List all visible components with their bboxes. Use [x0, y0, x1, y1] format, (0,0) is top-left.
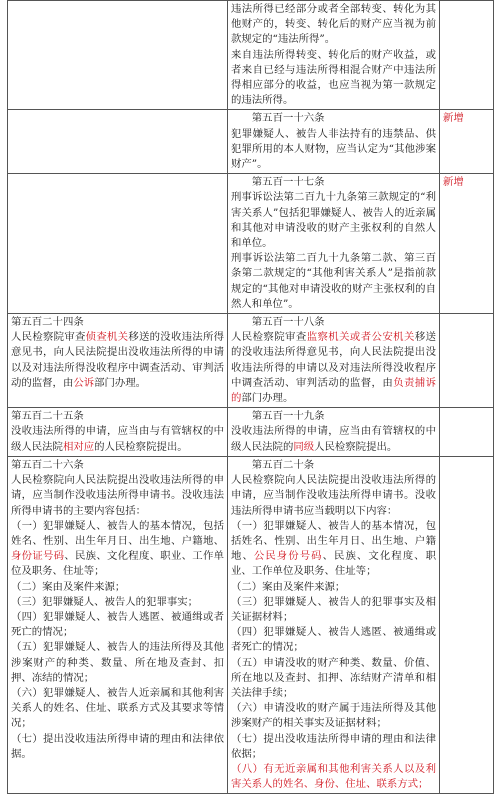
text-segment: （二）案由及案件来源； — [11, 580, 126, 593]
new-provision-cell — [228, 314, 440, 408]
paragraph — [231, 656, 436, 702]
paragraph — [11, 580, 224, 595]
changed-text: （八）有无近亲属和其他利害关系人以及利害关系人的姓名、身份、住址、联系方式； — [231, 762, 436, 791]
paragraph — [11, 686, 224, 732]
article-heading — [11, 315, 224, 330]
paragraph — [11, 595, 224, 610]
text-segment: 人民检察院审查 — [11, 331, 86, 344]
paragraph — [231, 473, 436, 519]
paragraph — [11, 424, 224, 454]
text-segment: 刑事诉讼法第二百九十九条第三款规定的“利害关系人”包括犯罪嫌疑人、被告人的近亲属和其他对申请没收的财产主张权利的自然人和单位。 — [231, 191, 436, 250]
old-provision-cell — [8, 174, 228, 314]
table-body — [8, 1, 494, 794]
paragraph — [231, 519, 436, 580]
text-segment: （一）犯罪嫌疑人、被告人的基本情况，包括姓名、性别、出生年月日、出生地、户籍地、 — [11, 519, 224, 547]
text-segment: （一）犯罪嫌疑人、被告人的基本情况，包括姓名、性别、出生年月日、出生地、户籍地、 — [231, 519, 436, 563]
old-provision-cell — [8, 110, 228, 174]
note-cell — [440, 110, 494, 174]
article-heading — [231, 175, 436, 190]
table-row — [8, 408, 494, 457]
paragraph — [231, 48, 436, 109]
paragraph — [231, 625, 436, 655]
table-row — [8, 110, 494, 174]
paragraph — [11, 640, 224, 686]
article-heading — [231, 458, 436, 473]
article-heading — [231, 315, 436, 330]
article-heading — [11, 458, 224, 473]
changed-text: 相对应 — [62, 440, 95, 453]
text-segment: 人民检察院向人民法院提出没收违法所得的申请，应当制作没收违法所得申请书。没收违法所得申请书应当载明以下内容： — [231, 474, 436, 517]
text-segment: （七）提出没收违法所得申请的理由和法律依据。 — [11, 732, 224, 760]
text-segment: （四）犯罪嫌疑人、被告人逃匿、被通缉或者死亡的情况； — [231, 626, 436, 654]
text-segment: 刑事诉讼法第二百九十九条第二款、第三百条第二款规定的“其他利害关系人”是指前款规定的“其他对申请没收的财产主张权利的自然人和单位”。 — [231, 252, 436, 310]
text-segment: 第五百二十四条 — [11, 316, 84, 329]
text-segment: （六）犯罪嫌疑人、被告人近亲属和其他利害关系人的姓名、住址、联系方式及其要求等情况； — [11, 686, 224, 730]
text-segment: 的人民检察院提出。 — [94, 440, 188, 453]
paragraph — [231, 595, 436, 625]
new-provision-cell — [228, 456, 440, 793]
paragraph — [11, 473, 224, 519]
change-note: 新增 — [443, 176, 464, 189]
note-cell — [440, 174, 494, 314]
text-segment: 来自违法所得转变、转化后的财产收益，或者来自已经与违法所得相混合财产中违法所得相应部分的收益，也应当视为第一款规定的违法所得。 — [231, 48, 436, 107]
text-segment: 第五百一十八条 — [251, 316, 325, 329]
changed-text: 公民身份号码 — [253, 550, 323, 563]
text-segment: （五）申请没收的财产种类、数量、价值、所在地以及查封、扣押、冻结财产清单和相关法律手续； — [231, 656, 436, 699]
text-segment: 、民族、文化程度、职业、工作单位及职务、住址等； — [231, 550, 437, 578]
paragraph — [231, 2, 436, 48]
paragraph — [231, 762, 436, 792]
text-segment: 第五百二十条 — [251, 458, 315, 471]
changed-text: 公诉 — [73, 376, 95, 389]
text-segment: 犯罪嫌疑人、被告人非法持有的违禁品、供犯罪所用的本人财物，应当认定为“其他涉案财产”。 — [231, 127, 436, 171]
new-provision-cell — [228, 174, 440, 314]
new-provision-cell — [228, 110, 440, 174]
new-provision-cell — [228, 1, 440, 110]
text-segment: （三）犯罪嫌疑人、被告人的犯罪事实及相关证据材料； — [231, 595, 436, 623]
table-row — [8, 314, 494, 408]
old-provision-cell — [8, 408, 228, 457]
table-row — [8, 1, 494, 110]
text-segment: （五）犯罪嫌疑人、被告人的违法所得及其他涉案财产的种类、数量、所在地及查封、扣押、冻结的情况； — [11, 641, 224, 684]
text-segment: 部门办理。 — [94, 376, 147, 389]
text-segment: 、民族、文化程度、职业、工作单位及职务、住址等； — [11, 550, 225, 578]
note-cell — [440, 1, 494, 110]
article-heading — [11, 409, 224, 424]
table-row — [8, 456, 494, 793]
paragraph — [231, 251, 436, 312]
note-cell — [440, 456, 494, 793]
text-segment: （三）犯罪嫌疑人、被告人的犯罪事实； — [11, 595, 199, 608]
text-segment: 移送的没收违法所得意见书，向人民法院提出没收违法所得的申请以及对违法所得没收程序中调查活动、审判活动的监督，由 — [11, 331, 225, 389]
old-provision-cell — [8, 1, 228, 110]
article-heading — [231, 111, 436, 126]
changed-text: 负责捕诉的 — [231, 376, 437, 405]
text-segment: 第五百二十五条 — [11, 410, 84, 423]
change-note: 新增 — [443, 112, 464, 125]
new-provision-cell — [228, 408, 440, 457]
table-row — [8, 174, 494, 314]
paragraph — [11, 519, 224, 580]
text-segment: 部门办理。 — [241, 392, 294, 405]
paragraph — [231, 732, 436, 762]
old-provision-cell — [8, 456, 228, 793]
text-segment: 移送的没收违法所得意见书，向人民法院提出没收违法所得的申请以及对违法所得没收程序中调查活动、审判活动的监督，由 — [231, 331, 437, 389]
paragraph — [11, 732, 224, 762]
changed-text: 侦查机关 — [85, 331, 129, 344]
paragraph — [231, 127, 436, 173]
changed-text: 身份证号码 — [11, 550, 65, 563]
old-provision-cell — [8, 314, 228, 408]
paragraph — [11, 610, 224, 640]
paragraph — [231, 330, 436, 406]
note-cell — [440, 314, 494, 408]
text-segment: （六）申请没收的财产属于违法所得及其他涉案财产的相关事实及证据材料； — [231, 702, 436, 730]
article-heading — [231, 409, 436, 424]
paragraph — [231, 580, 436, 595]
paragraph — [231, 424, 436, 454]
changed-text: 同级 — [293, 440, 315, 453]
text-segment: 违法所得已经部分或者全部转变、转化为其他财产的，转变、转化后的财产应当视为前款规定的“违法所得”。 — [231, 3, 436, 46]
text-segment: （四）犯罪嫌疑人、被告人逃匿、被通缉或者死亡的情况； — [11, 610, 224, 639]
text-segment: （七）提出没收违法所得申请的理由和法律依据； — [231, 732, 436, 760]
text-segment: 人民检察院审查 — [231, 331, 307, 344]
paragraph — [231, 701, 436, 731]
text-segment: （二）案由及案件来源； — [231, 580, 346, 593]
paragraph — [11, 330, 224, 391]
text-segment: 没收违法所得的申请，应当由与有管辖权的中级人民法院 — [11, 425, 224, 453]
text-segment: 第五百一十六条 — [251, 112, 325, 125]
text-segment: 第五百二十六条 — [11, 458, 84, 471]
text-segment: 没收违法所得的申请，应当由有管辖权的中级人民法院的 — [231, 425, 436, 453]
text-segment: 人民检察院提出。 — [314, 440, 398, 453]
comparison-table — [7, 0, 494, 794]
text-segment: 第五百一十九条 — [251, 410, 325, 423]
text-segment: 第五百一十七条 — [251, 176, 325, 189]
note-cell — [440, 408, 494, 457]
paragraph — [231, 190, 436, 251]
changed-text: 监察机关或者公安机关 — [306, 331, 415, 344]
text-segment: 人民检察院向人民法院提出没收违法所得的申请，应当制作没收违法所得申请书。没收违法所得申请书的主要内容包括： — [11, 474, 224, 517]
